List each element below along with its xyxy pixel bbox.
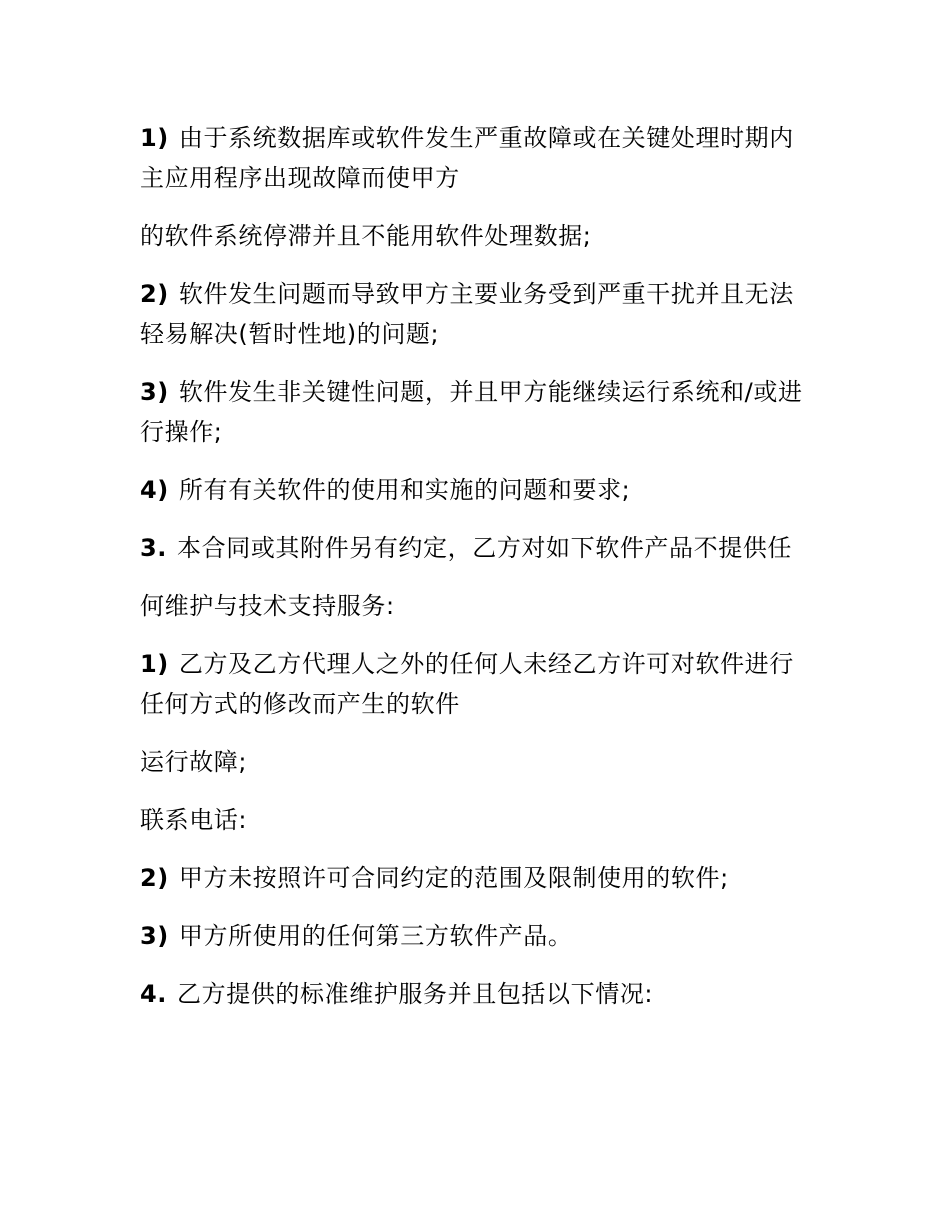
- paragraph-text: 软件发生问题而导致甲方主要业务受到严重干扰并且无法轻易解决(暂时性地)的问题;: [140, 280, 794, 348]
- paragraph-13: [140, 974, 808, 1014]
- paragraph-text: 乙方及乙方代理人之外的任何人未经乙方许可对软件进行任何方式的修改而产生的软件: [140, 650, 794, 718]
- paragraph-6: [140, 528, 808, 568]
- paragraph-text: 的软件系统停滞并且不能用软件处理数据;: [140, 222, 592, 250]
- paragraph-9: [140, 742, 808, 782]
- item-number: 3): [140, 922, 169, 950]
- paragraph-12: [140, 916, 808, 956]
- paragraph-text: 由于系统数据库或软件发生严重故障或在关键处理时期内主应用程序出现故障而使甲方: [140, 124, 794, 192]
- paragraph-7: [140, 586, 808, 626]
- paragraph-4: [140, 372, 808, 452]
- paragraph-text: 甲方所使用的任何第三方软件产品。: [178, 922, 573, 950]
- item-number: 4): [140, 476, 169, 504]
- paragraph-text: 软件发生非关键性问题，并且甲方能继续运行系统和/或进行操作;: [140, 378, 803, 446]
- item-number: 1): [140, 650, 169, 678]
- paragraph-text: 联系电话:: [140, 806, 248, 834]
- paragraph-text: 运行故障;: [140, 748, 248, 776]
- paragraph-8: [140, 644, 808, 724]
- paragraph-text: 乙方提供的标准维护服务并且包括以下情况:: [177, 980, 654, 1008]
- item-number: 3): [140, 378, 169, 406]
- paragraph-11: [140, 858, 808, 898]
- section-number: 3.: [140, 534, 168, 562]
- paragraph-10: [140, 800, 808, 840]
- item-number: 2): [140, 280, 169, 308]
- paragraph-text: 何维护与技术支持服务:: [140, 592, 395, 620]
- item-number: 1): [140, 124, 169, 152]
- paragraph-text: 本合同或其附件另有约定，乙方对如下软件产品不提供任: [177, 534, 793, 562]
- document-body: [140, 118, 808, 1032]
- paragraph-2: [140, 216, 808, 256]
- paragraph-1: [140, 118, 808, 198]
- paragraph-5: [140, 470, 808, 510]
- paragraph-text: 甲方未按照许可合同约定的范围及限制使用的软件;: [178, 864, 729, 892]
- item-number: 2): [140, 864, 169, 892]
- paragraph-3: [140, 274, 808, 354]
- section-number: 4.: [140, 980, 168, 1008]
- paragraph-text: 所有有关软件的使用和实施的问题和要求;: [178, 476, 631, 504]
